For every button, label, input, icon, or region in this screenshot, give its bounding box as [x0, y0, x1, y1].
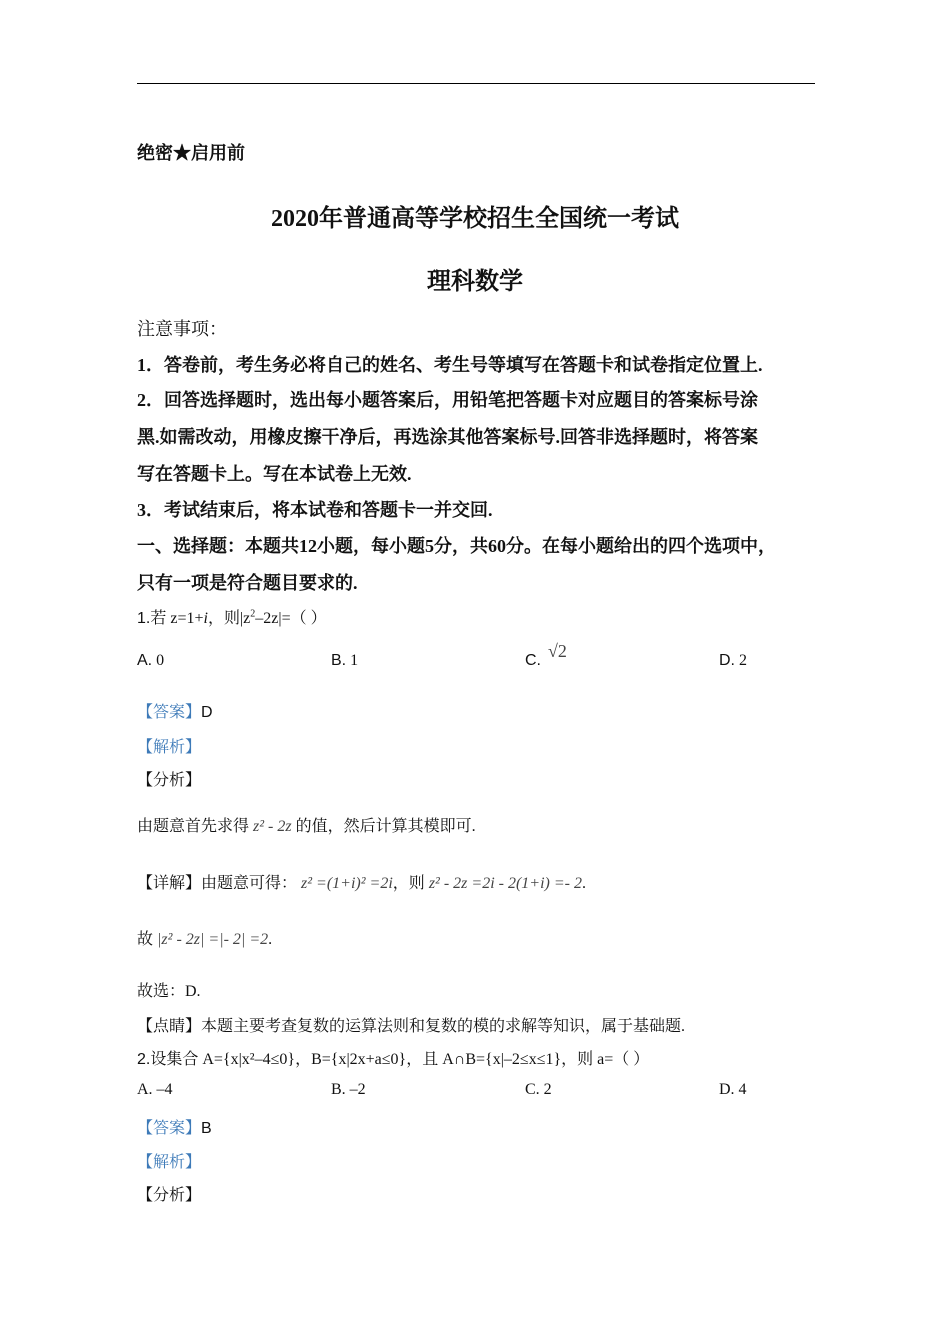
note-2-line-2: 黑.如需改动，用橡皮擦干净后，再选涂其他答案标号.回答非选择题时，将答案: [137, 427, 758, 447]
note-2-line-3: 写在答题卡上。写在本试卷上无效.: [137, 464, 412, 484]
q1-conclusion: 故 |z² - 2z| =|- 2| =2.: [137, 931, 273, 948]
q1-jiexi-tag: 【解析】: [137, 739, 202, 756]
q1-answer: 【答案】D: [137, 704, 213, 721]
note-3: 3．考试结束后，将本试卷和答题卡一并交回.: [137, 500, 493, 520]
section-heading-line-1: 一、选择题：本题共12小题，每小题5分，共60分。在每小题给出的四个选项中，: [137, 536, 776, 556]
q2-option-a: A. –4: [137, 1081, 173, 1098]
q1-detail: 【详解】由题意可得： z² =(1+i)² =2i，则 z² - 2z =2i - 2(1+i) =- 2.: [137, 875, 586, 892]
q2-option-c: C. 2: [525, 1081, 552, 1098]
q1-choose: 故选：D.: [137, 983, 201, 1000]
q1-option-b: B. 1: [331, 652, 359, 669]
question-1-stem: 1.若 z=1+i，则$|z^2-2z|=$（ ）: [137, 608, 327, 627]
question-2-number: 2.: [137, 1051, 151, 1068]
q1-option-a: A. 0: [137, 652, 165, 669]
question-2-stem: 2.设集合 A={x|x²–4≤0}，B={x|2x+a≤0}，且 A∩B={x|–2≤x≤1}，则 a=（ ）: [137, 1051, 650, 1068]
note-2-line-1: 2．回答选择题时，选出每小题答案后，用铅笔把答题卡对应题目的答案标号涂: [137, 390, 758, 410]
section-heading-line-2: 只有一项是符合题目要求的.: [137, 573, 358, 593]
notes-heading: 注意事项：: [137, 319, 227, 339]
q1-analysis: 由题意首先求得 z² - 2z 的值，然后计算其模即可.: [137, 818, 476, 835]
question-1-number: 1.: [137, 610, 151, 627]
subject-title: 理科数学: [427, 269, 523, 295]
q1-comment: 【点睛】本题主要考查复数的运算法则和复数的模的求解等知识，属于基础题.: [137, 1018, 686, 1035]
header-rule: [137, 83, 815, 84]
q2-option-b: B. –2: [331, 1081, 366, 1098]
q1-fenxi-tag: 【分析】: [137, 772, 202, 789]
q2-fenxi-tag: 【分析】: [137, 1187, 202, 1204]
note-1: 1．答卷前，考生务必将自己的姓名、考生号等填写在答题卡和试卷指定位置上.: [137, 355, 763, 375]
q2-jiexi-tag: 【解析】: [137, 1154, 202, 1171]
q1-option-d: D. 2: [719, 652, 747, 669]
q1-option-c: C.: [525, 652, 541, 669]
exam-title: 2020年普通高等学校招生全国统一考试: [271, 206, 679, 232]
q1-option-c-value: √2: [548, 641, 567, 661]
q2-answer: 【答案】B: [137, 1120, 212, 1137]
secret-label: 绝密★启用前: [137, 143, 245, 163]
q2-option-d: D. 4: [719, 1081, 747, 1098]
